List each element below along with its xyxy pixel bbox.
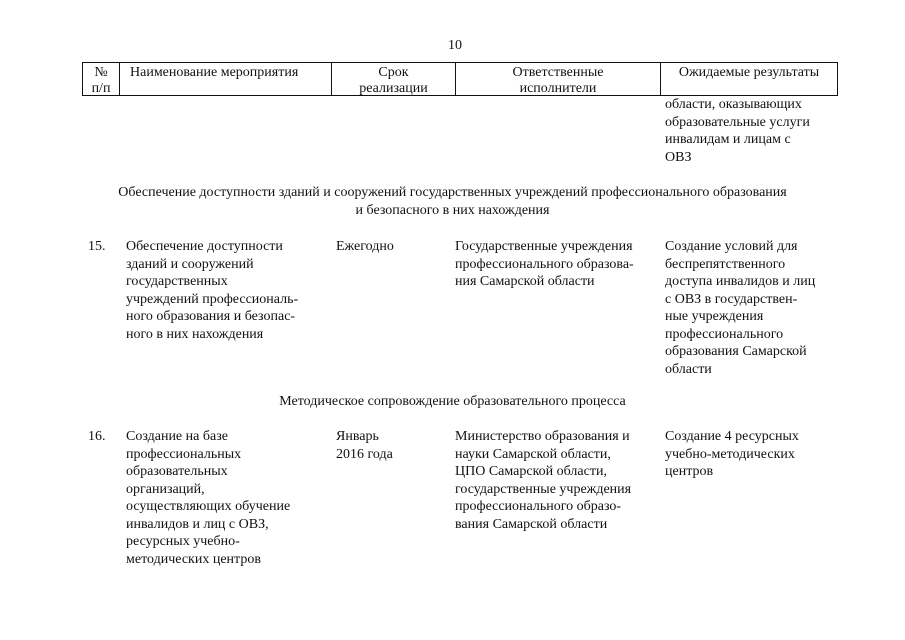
header-term: Срок реализации bbox=[332, 63, 456, 95]
header-results: Ожидаемые результаты bbox=[678, 65, 820, 80]
header-name: Наименование мероприятия bbox=[120, 63, 332, 95]
row-16-num: 16. bbox=[88, 429, 106, 444]
row-16-responsible: Министерство образования и науки Самарской области, ЦПО Самарской области, государственные учреждения профессионального образо- вания Самарской области bbox=[455, 429, 632, 532]
row-16-name: Создание на базе профессиональных образовательных организаций, осуществляющих обучение инвалидов и лиц с ОВЗ, ресурсных учебно- методических центров bbox=[126, 429, 291, 567]
row-16-term: Январь 2016 года bbox=[336, 429, 393, 462]
section-title-accessibility: Обеспечение доступности зданий и сооружений государственных учреждений профессионального образования и безопасного в них нахождения bbox=[118, 185, 787, 218]
header-responsible: Ответственные исполнители bbox=[456, 63, 661, 95]
table-header bbox=[82, 62, 838, 96]
row-15-term: Ежегодно bbox=[336, 239, 394, 254]
carryover-result: области, оказывающих образовательные услуги инвалидам и лицам с ОВЗ bbox=[665, 97, 810, 165]
section-title-methodical: Методическое сопровождение образовательного процесса bbox=[279, 394, 626, 409]
row-15-name: Обеспечение доступности зданий и сооружений государственных учреждений профессиональ- ного образования и безопас- ного в них нахождения bbox=[126, 239, 299, 342]
row-15-result: Создание условий для беспрепятственного доступа инвалидов и лиц с ОВЗ в государствен- ные учреждения профессионального образования Самарской области bbox=[665, 239, 816, 377]
header-num: № п/п bbox=[83, 63, 120, 95]
row-15-num: 15. bbox=[88, 239, 106, 254]
row-15-responsible: Государственные учреждения профессионального образова- ния Самарской области bbox=[455, 239, 634, 289]
page-number: 10 bbox=[448, 38, 462, 53]
row-16-result: Создание 4 ресурсных учебно-методических центров bbox=[665, 429, 799, 479]
